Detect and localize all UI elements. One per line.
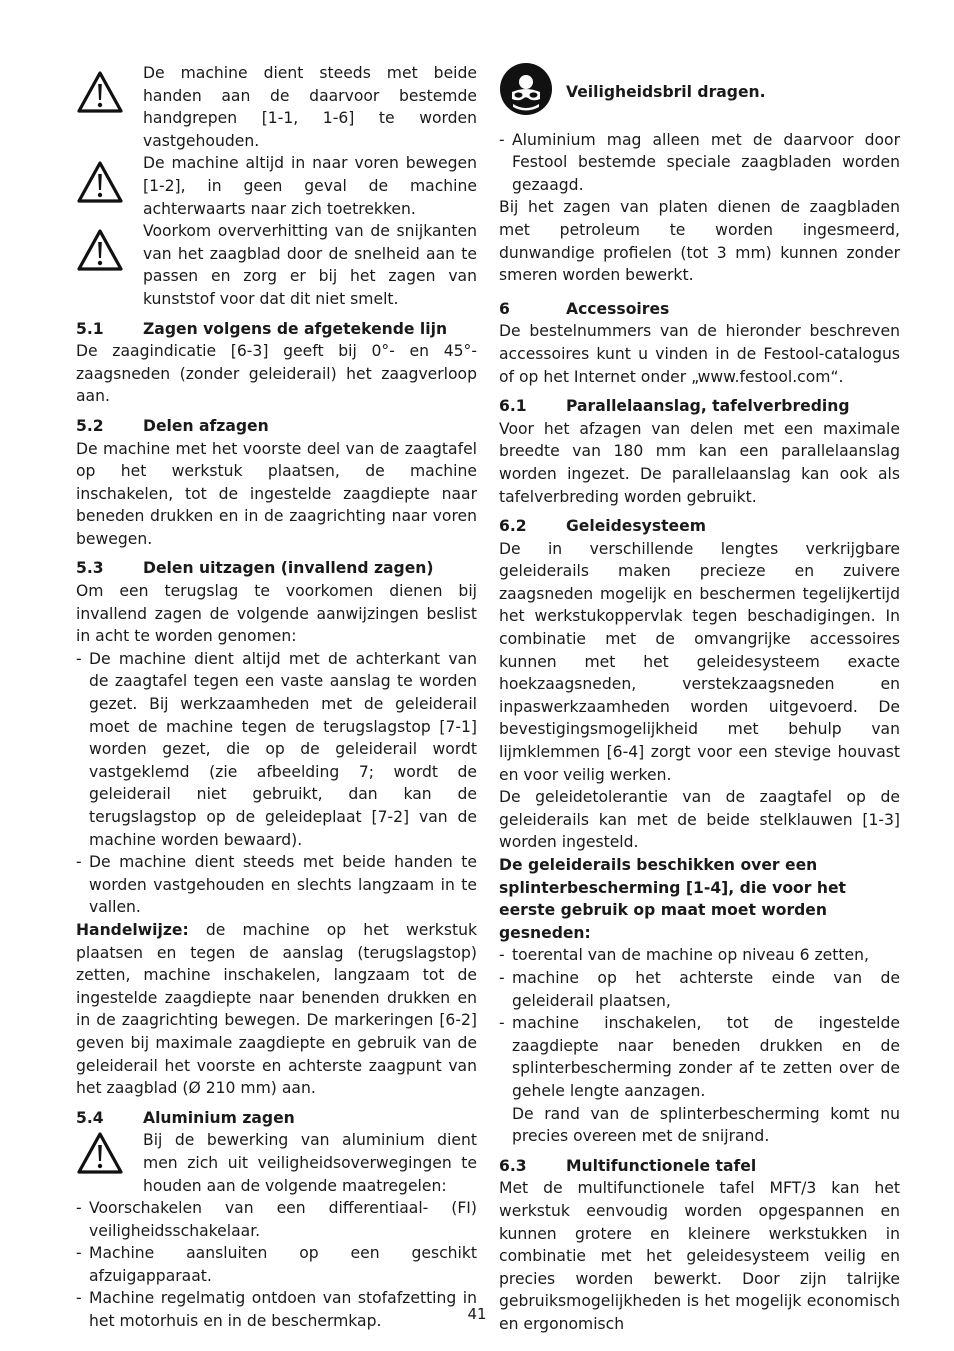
paragraph: De geleidetolerantie van de zaagtafel op de geleiderails kan met de beide stelklauwen [1-3] worden ingesteld. bbox=[499, 788, 900, 852]
section-title: Delen afzagen bbox=[143, 416, 269, 435]
paragraph: De machine met het voorste deel van de zaagtafel op het werkstuk plaatsen, de machine inschakelen, tot de ingestelde zaagdiepte naar beneden drukken en in de zaagrichting naar voren bewegen. bbox=[76, 439, 477, 548]
warning-triangle-icon bbox=[76, 220, 143, 272]
section-number: 6.1 bbox=[499, 397, 527, 416]
section-number: 5.3 bbox=[76, 559, 104, 578]
section-heading bbox=[499, 298, 900, 321]
section-heading bbox=[76, 557, 477, 580]
dash-list bbox=[76, 648, 477, 919]
section-number: 6 bbox=[499, 299, 510, 318]
section-number: 5.1 bbox=[76, 319, 104, 338]
section-number: 5.4 bbox=[76, 1108, 104, 1127]
list-item: - De machine dient steeds met beide handen te worden vastgehouden en slechts langzaam in te vallen. bbox=[76, 851, 477, 919]
section-heading bbox=[76, 415, 477, 438]
paragraph: Voor het afzagen van delen met een maximale breedte van 180 mm kan een parallelaanslag worden ingezet. De parallelaanslag kan ook als tafelverbreding worden gebruikt. bbox=[499, 419, 900, 506]
warning-block bbox=[76, 152, 477, 220]
note-label: Handelwijze: bbox=[76, 920, 189, 939]
warning-triangle-icon bbox=[76, 152, 143, 204]
section-heading bbox=[76, 318, 477, 341]
dash-list bbox=[499, 944, 900, 1102]
bold-paragraph: De geleiderails beschikken over een splinterbescherming [1-4], die voor het eerste gebruik op maat moet worden gesneden: bbox=[499, 856, 847, 942]
warning-triangle-icon bbox=[76, 62, 143, 114]
paragraph: Om een terugslag te voorkomen dienen bij invallend zagen de volgende aanwijzingen beslist in acht te worden genomen: bbox=[76, 582, 477, 646]
paragraph: De zaagindicatie [6-3] geeft bij 0°- en 45°-zaagsneden (zonder geleiderail) het zaagverloop aan. bbox=[76, 342, 477, 406]
note-text: de machine op het werkstuk plaatsen en tegen de aanslag (terugslagstop) zetten, machine inschakelen, langzaam tot de ingestelde zaagdiepte naar benenden drukken en in de zaagrichting bewegen. De markeringen [6-2] geven bij maximale zaagdiepte en gebruik van de geleiderail het voorste en achterste zaagpunt van het zaagblad (Ø 210 mm) aan. bbox=[76, 920, 477, 1098]
section-heading bbox=[499, 1155, 900, 1178]
warning-block bbox=[76, 220, 477, 310]
section-heading bbox=[499, 395, 900, 418]
section-number: 6.3 bbox=[499, 1156, 527, 1175]
warning-text: Voorkom oververhitting van de snijkanten van het zaagblad door de snelheid aan te passen en zorg er bij het zagen van kunststof voor dat dit niet smelt. bbox=[143, 222, 477, 308]
list-item: - Machine aansluiten op een geschikt afzuigapparaat. bbox=[76, 1242, 477, 1287]
section-number: 6.2 bbox=[499, 517, 527, 536]
list-item: - machine op het achterste einde van de geleiderail plaatsen, bbox=[499, 967, 900, 1012]
page-number: 41 bbox=[467, 1305, 487, 1323]
paragraph: Met de multifunctionele tafel MFT/3 kan het werkstuk eenvoudig worden opgespannen en kunnen grotere en kleinere werkstukken in combinatie met het geleidesysteem veilig en precies worden bewerkt. Door zijn talrijke gebruiksmogelijkheden is het mogelijk economisch en ergonomisch bbox=[499, 1179, 900, 1333]
section-title: Multifunctionele tafel bbox=[566, 1156, 757, 1175]
list-item: - machine inschakelen, tot de ingestelde zaagdiepte naar beneden drukken en de splinterbescherming zonder af te zetten over de gehele lengte aanzagen. bbox=[499, 1012, 900, 1102]
warning-text: De machine altijd in naar voren bewegen [1-2], in geen geval de machine achterwaarts naar zich toetrekken. bbox=[143, 154, 477, 218]
section-title: Zagen volgens de afgetekende lijn bbox=[143, 319, 448, 338]
list-item: - toerental van de machine op niveau 6 zetten, bbox=[499, 944, 900, 967]
left-column bbox=[76, 62, 477, 1333]
section-heading bbox=[76, 1107, 477, 1130]
warning-block bbox=[76, 1129, 477, 1197]
right-column bbox=[499, 62, 900, 1335]
paragraph: De in verschillende lengtes verkrijgbare geleiderails maken precieze en zuivere zaagsneden mogelijk en beschermen tegelijkertijd het werkstukoppervlak tegen beschadigingen. In combinatie met de omvangrijke accessoires kunnen met het geleidesysteem exacte hoekzaagsneden, verstekzaagsneden en inpaswerkzaamheden worden uitgevoerd. De bevestigingsmogelijkheid met behulp van lijmklemmen [6-4] zorgt voor een stevige houvast en voor veilig werken. bbox=[499, 539, 900, 784]
section-heading bbox=[499, 515, 900, 538]
paragraph: Bij het zagen van platen dienen de zaagbladen met petroleum te worden ingesmeerd, dunwandige profielen (tot 3 mm) kunnen zonder smeren worden bewerkt. bbox=[499, 198, 900, 285]
section-title: Delen uitzagen (invallend zagen) bbox=[143, 559, 434, 578]
section-title: Accessoires bbox=[566, 299, 670, 318]
goggles-label: Veiligheidsbril dragen. bbox=[566, 83, 766, 101]
safety-goggles-row bbox=[499, 62, 900, 123]
warning-text: De machine dient steeds met beide handen aan de daarvoor bestemde handgrepen [1-1, 1-6] te worden vastgehouden. bbox=[143, 64, 477, 150]
list-item: - Voorschakelen van een differentiaal- (FI) veiligheidsschakelaar. bbox=[76, 1197, 477, 1242]
safety-goggles-icon bbox=[499, 62, 566, 123]
section-title: Geleidesysteem bbox=[566, 517, 706, 536]
list-item: - De machine dient altijd met de achterkant van de zaagtafel tegen een vaste aanslag te worden gezet. Bij werkzaamheden met de geleiderail moet de machine tegen de terugslagstop [7-1] worden gezet, die op de geleiderail wordt vastgeklemd (zie afbeelding 7; wordt de geleiderail niet gebruikt, dan kan de terugslagstop op de geleideplaat [7-2] van de machine worden bewaard). bbox=[76, 648, 477, 851]
section-number: 5.2 bbox=[76, 416, 104, 435]
warning-block bbox=[76, 62, 477, 152]
dash-list bbox=[499, 129, 900, 197]
section-title: Aluminium zagen bbox=[143, 1108, 295, 1127]
section-title: Parallelaanslag, tafelverbreding bbox=[566, 397, 850, 416]
paragraph: De rand van de splinterbescherming komt nu precies overeen met de snijrand. bbox=[512, 1104, 900, 1146]
paragraph: De bestelnummers van de hieronder beschreven accessoires kunt u vinden in de Festool-catalogus of op het Internet onder „www.festool.com“. bbox=[499, 322, 900, 386]
procedure-note bbox=[76, 919, 477, 1100]
list-item: - Machine regelmatig ontdoen van stofafzetting in het motorhuis en in de beschermkap. bbox=[76, 1287, 477, 1332]
warning-triangle-icon bbox=[76, 1129, 143, 1175]
list-item: - Aluminium mag alleen met de daarvoor door Festool bestemde speciale zaagbladen worden gezaagd. bbox=[499, 129, 900, 197]
warning-text: Bij de bewerking van aluminium dient men zich uit veiligheidsoverwegingen te houden aan de volgende maatregelen: bbox=[143, 1131, 477, 1195]
